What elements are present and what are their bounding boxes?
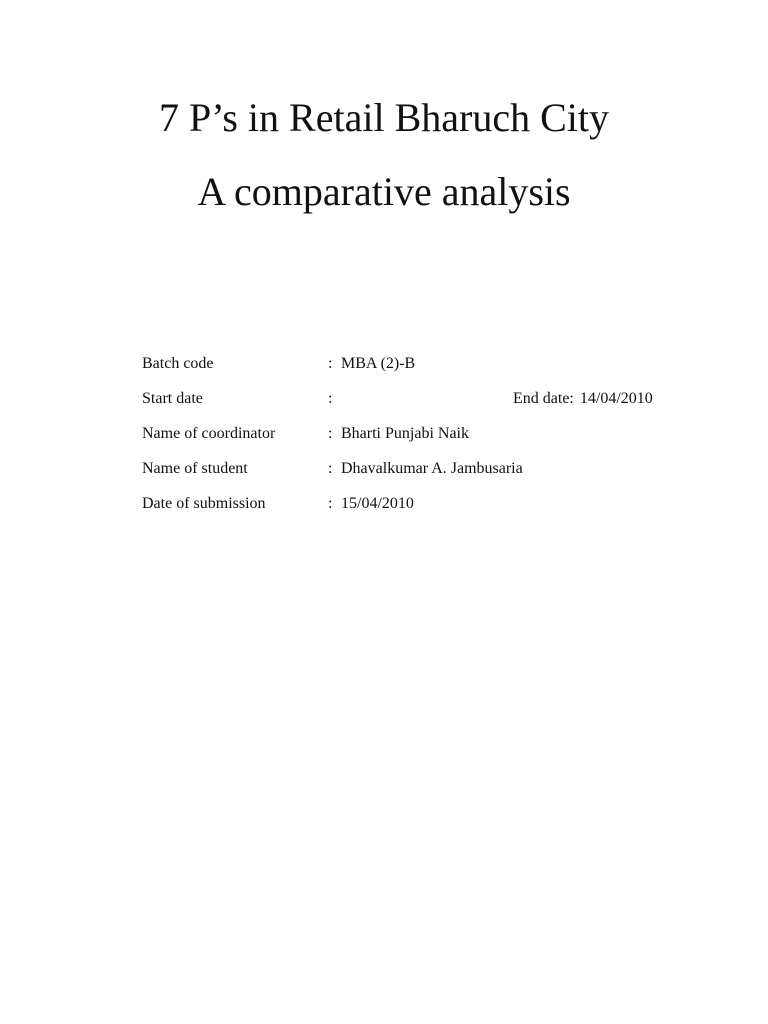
coordinator-value: Bharti Punjabi Naik: [341, 425, 469, 442]
submission-row: [142, 492, 682, 527]
submission-value: 15/04/2010: [341, 495, 414, 512]
submission-label: Date of submission: [142, 495, 266, 512]
batch-code-row: [142, 352, 682, 387]
batch-code-value: MBA (2)-B: [341, 355, 416, 372]
colon-separator: :: [328, 460, 333, 477]
student-label: Name of student: [142, 460, 248, 477]
student-value: Dhavalkumar A. Jambusaria: [341, 460, 523, 477]
colon-separator: :: [328, 355, 333, 372]
coordinator-label: Name of coordinator: [142, 425, 276, 442]
start-date-label: Start date: [142, 390, 203, 407]
coordinator-row: [142, 422, 682, 457]
colon-separator: :: [328, 495, 333, 512]
title-line-2: A comparative analysis: [197, 169, 571, 214]
end-date-group: [513, 387, 653, 411]
end-date-label: End date:: [513, 390, 574, 407]
colon-separator: :: [328, 390, 333, 407]
date-range-row: [142, 387, 682, 422]
end-date-value: 14/04/2010: [579, 390, 653, 407]
colon-separator: :: [328, 425, 333, 442]
batch-code-label: Batch code: [142, 355, 214, 372]
title-line-1: 7 P’s in Retail Bharuch City: [159, 95, 609, 140]
project-details: [142, 352, 682, 527]
student-row: [142, 457, 682, 492]
